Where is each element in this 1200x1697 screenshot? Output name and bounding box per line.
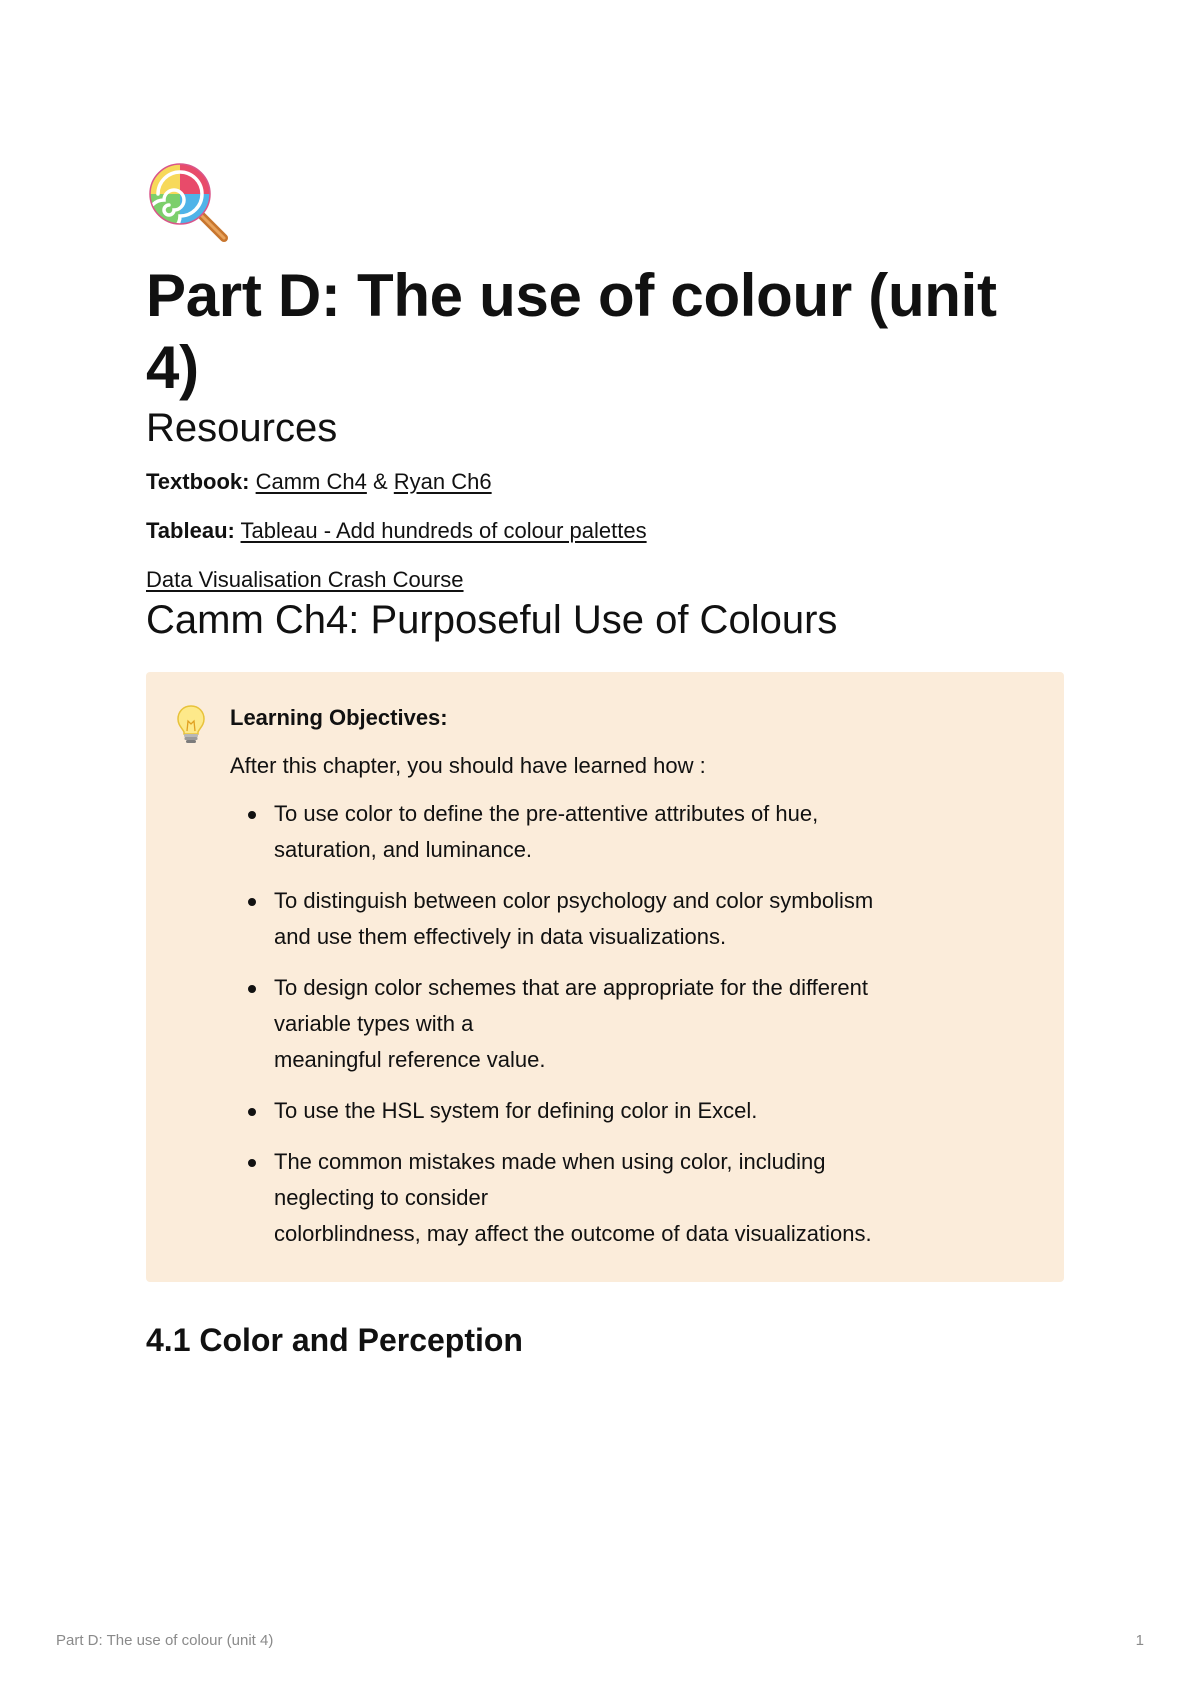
crash-course-link[interactable]: Data Visualisation Crash Course: [146, 567, 464, 592]
page-title: Part D: The use of colour (unit 4): [146, 262, 997, 401]
footer-title: Part D: The use of colour (unit 4): [56, 1632, 274, 1649]
textbook-line: [146, 466, 1064, 498]
link-separator: &: [372, 469, 388, 494]
list-item: To distinguish between color psychology and color symbolism and use them effectively in data visualizations.: [230, 883, 1024, 955]
crash-course-line: [146, 564, 1064, 596]
resources-heading: Resources: [146, 406, 338, 450]
list-item: To use the HSL system for defining color in Excel.: [230, 1093, 1024, 1129]
tableau-palettes-link[interactable]: Tableau - Add hundreds of colour palettes: [240, 518, 647, 543]
objectives-list: [230, 796, 1024, 1252]
tableau-line: [146, 515, 1064, 547]
textbook-label: Textbook:: [146, 469, 250, 494]
page-number: 1: [1135, 1632, 1144, 1649]
lollipop-icon: [146, 160, 1064, 246]
list-item: The common mistakes made when using color, including neglecting to consider colorblindness, may affect the outcome of data visualizations.: [230, 1144, 1024, 1252]
learning-objectives-callout: [146, 672, 1064, 1282]
callout-title: Learning Objectives:: [230, 705, 448, 730]
subsection-heading: 4.1 Color and Perception: [146, 1322, 523, 1358]
camm-ch4-link[interactable]: Camm Ch4: [255, 469, 367, 494]
camm-ch4-heading: Camm Ch4: Purposeful Use of Colours: [146, 598, 838, 642]
ryan-ch6-link[interactable]: Ryan Ch6: [393, 469, 492, 494]
callout-body: [230, 700, 1024, 1252]
callout-intro: After this chapter, you should have learned how :: [230, 753, 706, 778]
lightbulb-icon: [176, 700, 230, 751]
list-item: To design color schemes that are appropriate for the different variable types with a meaningful reference value.: [230, 970, 1024, 1078]
list-item: To use color to define the pre-attentive attributes of hue, saturation, and luminance.: [230, 796, 1024, 868]
page-footer: [56, 1632, 1144, 1649]
document-page: [146, 160, 1064, 1360]
tableau-label: Tableau:: [146, 518, 235, 543]
